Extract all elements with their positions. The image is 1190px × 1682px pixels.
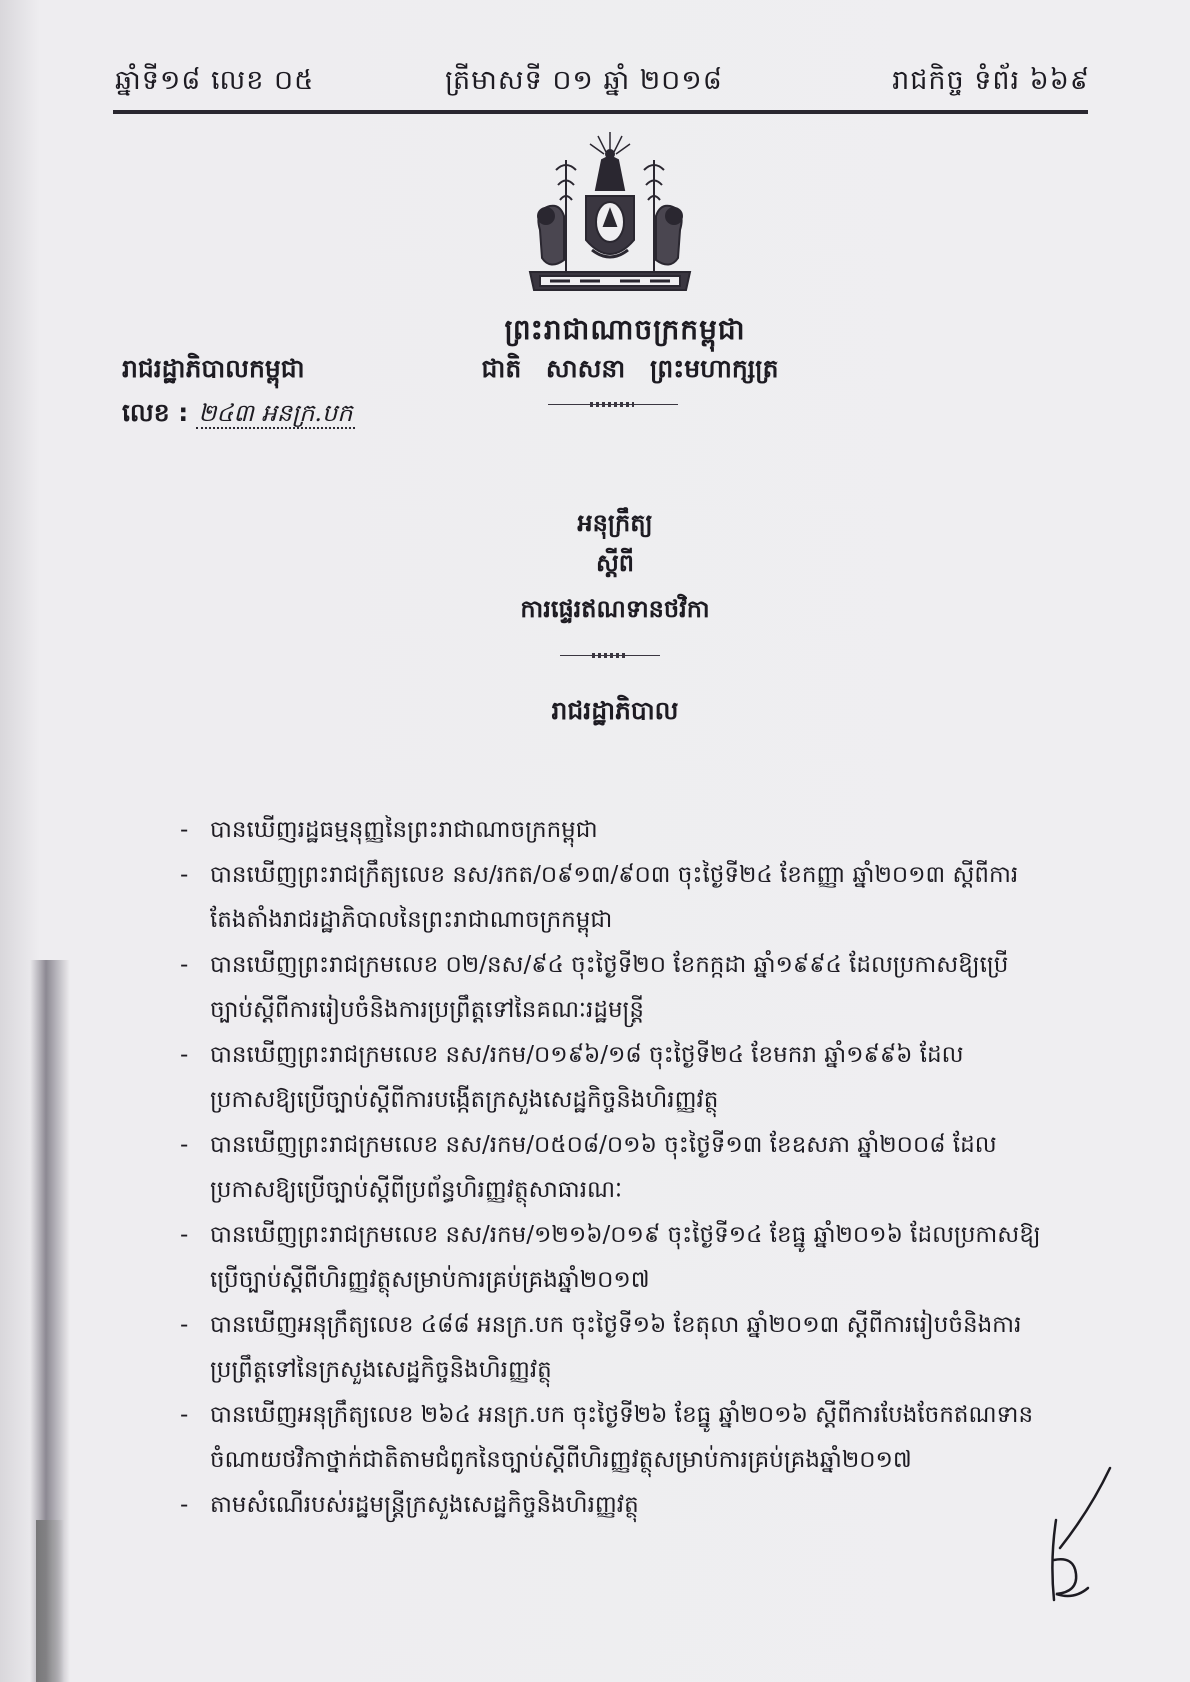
list-item: - បានឃើញអនុក្រឹត្យលេខ ២៦៤ អនក្រ.បក ចុះថ្ងៃទី២៦ ខែធ្នូ ឆ្នាំ២០១៦ ស្តីពីការបែងចែកឥណទានចំណាយថវិកាថ្នាក់ជាតិតាមជំពូកនៃច្បាប់ស្តីពីហិរញ្ញវត្ថុសម្រាប់ការគ្រប់គ្រងឆ្នាំ២០១៧: [180, 1393, 1050, 1483]
header-rule: [113, 110, 1088, 114]
title-divider: [560, 655, 660, 656]
reference-label: លេខ :: [122, 398, 189, 427]
list-item: - តាមសំណើរបស់រដ្ឋមន្ត្រីក្រសួងសេដ្ឋកិច្ចនិងហិរញ្ញវត្ថុ: [180, 1483, 1050, 1528]
gazette-quarter: ត្រីមាសទី ០១ ឆ្នាំ ២០១៨: [445, 65, 723, 96]
national-motto: ជាតិ សាសនា ព្រះមហាក្សត្រ: [481, 354, 779, 383]
government-label: រាជរដ្ឋាភិបាលកម្ពុជា: [122, 354, 305, 383]
scan-binding-edge: [36, 1520, 64, 1682]
list-item: - បានឃើញព្រះរាជក្រមលេខ ០២/នស/៩៤ ចុះថ្ងៃទី២០ ខែកក្កដា ឆ្នាំ១៩៩៤ ដែលប្រកាសឱ្យប្រើច្បាប់ស្តីពីការរៀបចំនិងការប្រព្រឹត្តទៅនៃគណៈរដ្ឋមន្ត្រី: [180, 943, 1050, 1033]
issuer: រាជរដ្ឋាភិបាល: [551, 696, 679, 725]
gazette-page: រាជកិច្ច ទំព័រ ៦៦៩: [892, 65, 1090, 96]
list-item: - បានឃើញព្រះរាជក្រមលេខ នស/រកម/០៥០៨/០១៦ ចុះថ្ងៃទី១៣ ខែឧសភា ឆ្នាំ២០០៨ ដែលប្រកាសឱ្យប្រើច្បាប់ស្តីពីប្រព័ន្ធហិរញ្ញវត្ថុសាធារណៈ: [180, 1123, 1050, 1213]
kingdom-name: ព្រះរាជាណាចក្រកម្ពុជា: [504, 313, 746, 346]
gazette-issue: ឆ្នាំទី១៨ លេខ ០៥: [115, 65, 315, 96]
reference-number-row: [122, 398, 355, 434]
signature-initial: [1030, 1460, 1120, 1610]
list-item: - បានឃើញព្រះរាជក្រមលេខ នស/រកម/១២១៦/០១៩ ចុះថ្ងៃទី១៤ ខែធ្នូ ឆ្នាំ២០១៦ ដែលប្រកាសឱ្យប្រើច្បាប់ស្តីពីហិរញ្ញវត្ថុសម្រាប់ការគ្រប់គ្រងឆ្នាំ២០១៧: [180, 1213, 1050, 1303]
title-on: ស្តីពី: [595, 549, 635, 577]
preamble-clauses: [180, 808, 1050, 1528]
royal-coat-of-arms-icon: [520, 130, 700, 305]
list-item: - បានឃើញរដ្ឋធម្មនុញ្ញនៃព្រះរាជាណាចក្រកម្ពុជា: [180, 808, 1050, 853]
document-subject: ការផ្ទេរឥណទានថវិកា: [520, 595, 710, 623]
reference-number: ២៤៣ អនក្រ.បក: [198, 399, 353, 427]
gazette-header: [115, 64, 1090, 104]
motto-divider: [548, 404, 678, 405]
list-item: - បានឃើញអនុក្រឹត្យលេខ ៤៨៨ អនក្រ.បក ចុះថ្ងៃទី១៦ ខែតុលា ឆ្នាំ២០១៣ ស្តីពីការរៀបចំនិងការប្រព្រឹត្តទៅនៃក្រសួងសេដ្ឋកិច្ចនិងហិរញ្ញវត្ថុ: [180, 1303, 1050, 1393]
list-item: - បានឃើញព្រះរាជក្រមលេខ នស/រកម/០១៩៦/១៨ ចុះថ្ងៃទី២៤ ខែមករា ឆ្នាំ១៩៩៦ ដែលប្រកាសឱ្យប្រើច្បាប់ស្តីពីការបង្កើតក្រសួងសេដ្ឋកិច្ចនិងហិរញ្ញវត្ថុ: [180, 1033, 1050, 1123]
list-item: - បានឃើញព្រះរាជក្រឹត្យលេខ នស/រកត/០៩១៣/៩០៣ ចុះថ្ងៃទី២៤ ខែកញ្ញា ឆ្នាំ២០១៣ ស្តីពីការតែងតាំងរាជរដ្ឋាភិបាលនៃព្រះរាជាណាចក្រកម្ពុជា: [180, 853, 1050, 943]
document-type: អនុក្រឹត្យ: [577, 509, 653, 537]
